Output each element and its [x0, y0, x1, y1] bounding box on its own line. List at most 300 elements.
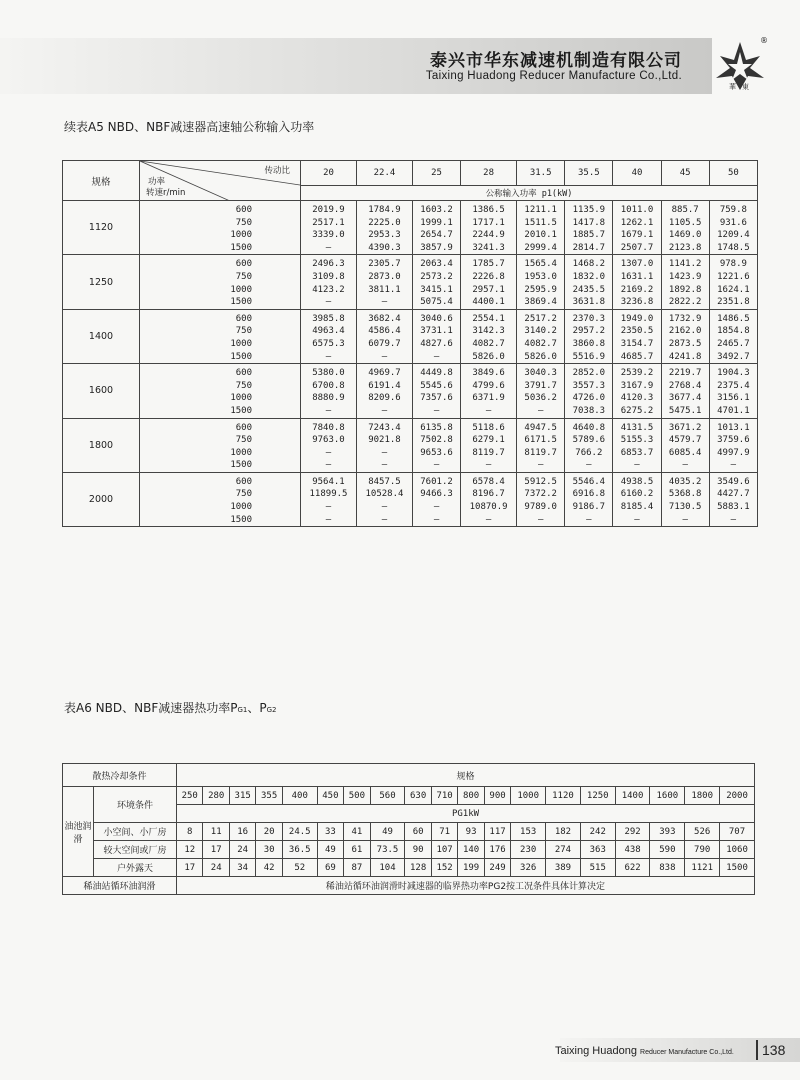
power-cell	[565, 255, 613, 309]
power-value: 9186.7	[572, 502, 606, 513]
power-cell	[613, 418, 661, 472]
power-cell	[412, 472, 460, 526]
oil-bath-label: 油池润滑	[63, 787, 94, 877]
power-value: —	[485, 405, 492, 416]
power-value: 3236.8	[620, 297, 654, 308]
power-value: 2554.1	[472, 313, 505, 324]
power-value: 2169.2	[620, 284, 654, 295]
power-value: 885.7	[671, 205, 699, 215]
power-value: 4938.5	[620, 476, 654, 487]
power-value: 5036.2	[524, 393, 557, 404]
power-value: 4400.1	[472, 297, 505, 308]
power-value: 3241.3	[472, 242, 505, 253]
speed-value: 750	[235, 435, 252, 446]
speed-value: 1500	[230, 514, 252, 525]
heat-power-cell: 1060	[720, 841, 755, 859]
heat-power-cell: 152	[431, 859, 457, 877]
power-value: 7130.5	[668, 502, 702, 513]
power-value: 3109.8	[312, 271, 345, 282]
power-value: 1631.1	[620, 271, 654, 282]
power-value: 6171.5	[524, 435, 557, 446]
heat-power-cell: 1500	[720, 859, 755, 877]
power-value: 1468.2	[572, 259, 606, 270]
power-value: 1679.1	[620, 230, 654, 241]
power-value: 978.9	[719, 259, 747, 270]
heat-power-cell: 182	[546, 823, 581, 841]
table-a6-title-sep: 、P	[247, 701, 267, 715]
power-value: 2496.3	[312, 259, 345, 270]
power-value: 5516.9	[572, 351, 606, 362]
power-value: —	[381, 502, 388, 513]
size-cell: 1800	[63, 418, 140, 472]
ratio-header: 40	[613, 161, 661, 186]
speed-value: 600	[235, 476, 252, 487]
power-value: 4947.5	[524, 422, 557, 433]
env-cell: 户外露天	[94, 859, 177, 877]
power-cell	[301, 418, 357, 472]
speed-cell	[140, 364, 301, 418]
power-value: 6191.4	[368, 380, 401, 391]
cooling-condition-header: 散热冷却条件	[63, 764, 177, 787]
power-value: 3142.3	[472, 326, 505, 337]
heat-power-cell: 526	[685, 823, 720, 841]
heat-power-cell: 90	[405, 841, 431, 859]
table-a6-title-main: 表A6 NBD、NBF减速器热功率P	[64, 701, 238, 715]
size-header: 500	[344, 787, 370, 805]
table-row	[63, 859, 755, 877]
power-value: 4449.8	[420, 368, 453, 379]
power-value: 2350.5	[620, 326, 654, 337]
heat-power-cell: 11	[203, 823, 229, 841]
power-value: 6275.2	[620, 405, 654, 416]
power-value: —	[730, 460, 737, 471]
power-value: 1785.7	[472, 259, 505, 270]
size-header: 1250	[580, 787, 615, 805]
power-value: —	[682, 460, 688, 471]
power-cell	[661, 418, 709, 472]
heat-power-cell: 153	[511, 823, 546, 841]
power-cell	[517, 364, 565, 418]
power-value: 4726.0	[572, 393, 606, 404]
power-value: 4082.7	[472, 338, 505, 349]
speed-cell	[140, 418, 301, 472]
table-row	[63, 255, 758, 309]
power-value: 1211.1	[524, 205, 557, 215]
power-value: —	[433, 514, 440, 525]
power-value: 1469.0	[668, 230, 702, 241]
power-value: 3415.1	[420, 284, 453, 295]
heat-power-cell: 69	[317, 859, 343, 877]
speed-value: 1000	[230, 393, 252, 404]
power-value: 1832.0	[572, 271, 606, 282]
power-cell	[301, 472, 357, 526]
heat-power-cell: 128	[405, 859, 431, 877]
power-value: 1011.0	[620, 205, 654, 215]
power-cell	[613, 309, 661, 363]
power-value: 6853.7	[620, 447, 654, 458]
power-value: —	[634, 460, 640, 471]
speed-cell	[140, 309, 301, 363]
speed-cell	[140, 472, 301, 526]
power-value: 8209.6	[368, 393, 401, 404]
power-value: 3869.4	[524, 297, 557, 308]
power-cell	[661, 309, 709, 363]
size-header: 1600	[650, 787, 685, 805]
heat-power-cell: 107	[431, 841, 457, 859]
power-cell	[517, 472, 565, 526]
env-cell: 较大空间或厂房	[94, 841, 177, 859]
power-value: 2244.9	[472, 230, 505, 241]
power-cell	[412, 201, 460, 255]
heat-power-cell: 71	[431, 823, 457, 841]
ratio-header: 31.5	[517, 161, 565, 186]
size-header: 710	[431, 787, 457, 805]
power-value: 2999.4	[524, 242, 557, 253]
power-value: 5883.1	[717, 502, 750, 513]
power-cell	[356, 364, 412, 418]
power-value: 3731.1	[420, 326, 453, 337]
power-value: 3860.8	[572, 338, 606, 349]
power-value: 11899.5	[309, 489, 348, 500]
power-cell	[412, 309, 460, 363]
power-value: 1209.4	[717, 230, 750, 241]
size-header: 315	[229, 787, 255, 805]
speed-value: 1000	[230, 230, 252, 241]
power-value: 4131.5	[620, 422, 654, 433]
power-value: 6578.4	[472, 476, 505, 487]
power-cell	[709, 418, 757, 472]
power-value: —	[325, 351, 332, 362]
power-value: 10870.9	[469, 502, 508, 513]
heat-power-cell: 87	[344, 859, 370, 877]
speed-value: 1500	[230, 460, 252, 471]
power-value: 1386.5	[472, 205, 505, 215]
heat-power-cell: 838	[650, 859, 685, 877]
heat-power-cell: 61	[344, 841, 370, 859]
heat-power-cell: 389	[546, 859, 581, 877]
power-value: 4082.7	[524, 338, 557, 349]
size-header: 1000	[511, 787, 546, 805]
power-value: 1417.8	[572, 217, 606, 228]
power-value: 5155.3	[620, 435, 654, 446]
power-value: 7502.8	[420, 435, 453, 446]
power-value: —	[381, 514, 388, 525]
power-value: —	[586, 514, 592, 525]
table-a5	[62, 160, 758, 527]
power-value: 8119.7	[472, 447, 505, 458]
speed-value: 1500	[230, 351, 252, 362]
heat-power-cell: 790	[685, 841, 720, 859]
power-value: 9789.0	[524, 502, 557, 513]
heat-power-cell: 24.5	[282, 823, 317, 841]
power-value: 2957.2	[572, 326, 606, 337]
power-cell	[613, 472, 661, 526]
power-cell	[613, 255, 661, 309]
power-value: —	[485, 460, 492, 471]
power-cell	[301, 201, 357, 255]
power-value: 3677.4	[668, 393, 702, 404]
size-cell: 1600	[63, 364, 140, 418]
table-row	[63, 472, 758, 526]
power-value: 2814.7	[572, 242, 606, 253]
power-value: 6575.3	[312, 338, 345, 349]
power-cell	[461, 364, 517, 418]
power-value: 6279.1	[472, 435, 505, 446]
power-value: 2063.4	[420, 259, 453, 270]
power-cell	[709, 364, 757, 418]
heat-power-cell: 1121	[685, 859, 720, 877]
power-value: 6079.7	[368, 338, 401, 349]
table-row	[63, 309, 758, 363]
power-value: 5826.0	[524, 351, 557, 362]
heat-power-cell: 242	[580, 823, 615, 841]
power-value: 5912.5	[524, 476, 557, 487]
power-value: 5075.4	[420, 297, 453, 308]
power-value: —	[381, 447, 388, 458]
heat-power-cell: 230	[511, 841, 546, 859]
heat-power-cell: 49	[317, 841, 343, 859]
power-cell	[461, 309, 517, 363]
heat-power-cell: 17	[203, 841, 229, 859]
power-value: —	[325, 514, 332, 525]
table-row	[63, 364, 758, 418]
power-value: 4579.7	[668, 435, 702, 446]
circulation-note: 稀油站循环油润滑时减速器的临界热功率PG2按工况条件具体计算决定	[177, 877, 755, 895]
power-value: 2768.4	[668, 380, 702, 391]
unit-row-label: 公称输入功率 p1(kW)	[301, 186, 758, 201]
power-value: 2822.2	[668, 297, 702, 308]
heat-power-cell: 49	[370, 823, 405, 841]
diagonal-header-cell	[140, 161, 301, 201]
power-value: 1953.0	[524, 271, 557, 282]
power-value: 2573.2	[420, 271, 453, 282]
speed-value: 1000	[230, 284, 252, 295]
size-header: 560	[370, 787, 405, 805]
heat-power-cell: 73.5	[370, 841, 405, 859]
power-value: 1565.4	[524, 259, 557, 270]
size-cell: 1400	[63, 309, 140, 363]
power-value: 1307.0	[620, 259, 654, 270]
heat-power-cell: 16	[229, 823, 255, 841]
company-name-cn: 泰兴市华东减速机制造有限公司	[430, 51, 682, 71]
power-cell	[517, 309, 565, 363]
power-cell	[709, 201, 757, 255]
power-cell	[517, 201, 565, 255]
power-value: 4035.2	[668, 476, 702, 487]
heat-power-cell: 438	[615, 841, 650, 859]
power-cell	[565, 418, 613, 472]
heat-power-cell: 93	[458, 823, 484, 841]
power-value: 6160.2	[620, 489, 654, 500]
power-value: —	[433, 460, 440, 471]
speed-value: 750	[235, 217, 252, 228]
speed-value: 600	[235, 368, 252, 379]
power-value: 2370.3	[572, 313, 606, 324]
power-value: 3791.7	[524, 380, 557, 391]
env-cell: 小空间、小厂房	[94, 823, 177, 841]
size-header: 450	[317, 787, 343, 805]
speed-value: 1500	[230, 297, 252, 308]
power-value: 2226.8	[472, 271, 505, 282]
size-header: 900	[484, 787, 510, 805]
size-header: 2000	[720, 787, 755, 805]
heat-power-cell: 590	[650, 841, 685, 859]
power-cell	[709, 309, 757, 363]
power-value: 5118.6	[472, 422, 505, 433]
power-value: 7840.8	[312, 422, 345, 433]
power-value: 3985.8	[312, 313, 345, 324]
heat-power-cell: 326	[511, 859, 546, 877]
power-value: 3154.7	[620, 338, 654, 349]
size-header: 630	[405, 787, 431, 805]
size-header: 1400	[615, 787, 650, 805]
heat-power-cell: 363	[580, 841, 615, 859]
power-value: 5380.0	[312, 368, 345, 379]
power-cell	[565, 201, 613, 255]
power-value: 7243.4	[368, 422, 401, 433]
heat-power-cell: 60	[405, 823, 431, 841]
heat-power-cell: 249	[484, 859, 510, 877]
power-cell	[356, 309, 412, 363]
power-cell	[565, 309, 613, 363]
power-value: 4120.3	[620, 393, 654, 404]
speed-value: 600	[235, 313, 252, 324]
speed-value: 750	[235, 271, 252, 282]
power-value: 7372.2	[524, 489, 557, 500]
power-value: 7357.6	[420, 393, 453, 404]
ratio-header: 28	[461, 161, 517, 186]
power-value: 10528.4	[365, 489, 404, 500]
power-cell	[517, 418, 565, 472]
power-value: 1603.2	[420, 205, 453, 215]
power-cell	[356, 472, 412, 526]
power-value: 2654.7	[420, 230, 453, 241]
power-cell	[461, 201, 517, 255]
power-cell	[412, 255, 460, 309]
power-value: —	[634, 514, 640, 525]
power-value: 4685.7	[620, 351, 654, 362]
power-value: —	[325, 502, 332, 513]
footer-company-small: Reducer Manufacture Co.,Ltd.	[640, 1049, 734, 1056]
power-cell	[461, 255, 517, 309]
table-row	[63, 823, 755, 841]
size-header: 800	[458, 787, 484, 805]
ratio-header: 22.4	[356, 161, 412, 186]
power-value: 4390.3	[368, 242, 401, 253]
power-value: 1221.6	[717, 271, 750, 282]
heat-power-cell: 199	[458, 859, 484, 877]
power-value: 1135.9	[572, 205, 606, 215]
power-value: 3492.7	[717, 351, 750, 362]
heat-power-cell: 292	[615, 823, 650, 841]
diag-ratio-label: 传动比	[264, 166, 290, 176]
power-value: —	[381, 460, 388, 471]
heat-power-cell: 24	[229, 841, 255, 859]
diag-speed-label: 转速r/min	[146, 188, 186, 198]
ratio-header: 25	[412, 161, 460, 186]
power-value: 1624.1	[717, 284, 750, 295]
speed-value: 1000	[230, 502, 252, 513]
power-value: 7601.2	[420, 476, 453, 487]
power-value: 3140.2	[524, 326, 557, 337]
power-value: 1784.9	[368, 205, 401, 215]
table-a6-title-sub2: G2	[266, 706, 277, 714]
power-value: 1949.0	[620, 313, 654, 324]
power-cell	[356, 255, 412, 309]
power-value: 766.2	[575, 447, 603, 458]
power-value: 2123.8	[668, 242, 702, 253]
heat-power-cell: 140	[458, 841, 484, 859]
power-value: 9021.8	[368, 435, 401, 446]
spec-header: 规格	[177, 764, 755, 787]
heat-power-cell: 176	[484, 841, 510, 859]
power-value: 1904.3	[717, 368, 750, 379]
power-value: 8196.7	[472, 489, 505, 500]
ratio-header: 20	[301, 161, 357, 186]
speed-value: 1500	[230, 405, 252, 416]
power-value: 3849.6	[472, 368, 505, 379]
heat-power-cell: 393	[650, 823, 685, 841]
size-header: 1120	[546, 787, 581, 805]
table-a6-title	[64, 699, 277, 716]
power-value: 1105.5	[668, 217, 702, 228]
power-value: 1999.1	[420, 217, 453, 228]
power-value: 1511.5	[524, 217, 557, 228]
power-cell	[356, 418, 412, 472]
power-value: 1854.8	[717, 326, 750, 337]
heat-power-cell: 104	[370, 859, 405, 877]
power-value: —	[433, 405, 440, 416]
power-cell	[412, 364, 460, 418]
speed-cell	[140, 255, 301, 309]
power-value: 8119.7	[524, 447, 557, 458]
table-a5-title: 续表A5 NBD、NBF减速器高速轴公称输入功率	[64, 120, 315, 134]
size-cell: 1120	[63, 201, 140, 255]
power-value: 2225.0	[368, 217, 401, 228]
power-cell	[661, 201, 709, 255]
power-value: 2517.2	[524, 313, 557, 324]
power-value: 4969.7	[368, 368, 401, 379]
power-value: —	[586, 460, 592, 471]
table-a6-title-sub1: G1	[237, 706, 248, 714]
power-value: 5475.1	[668, 405, 702, 416]
heat-power-cell: 274	[546, 841, 581, 859]
power-value: 3040.3	[524, 368, 557, 379]
power-value: 3682.4	[368, 313, 401, 324]
power-value: 4997.9	[717, 447, 750, 458]
power-value: 1892.8	[668, 284, 702, 295]
power-value: 2957.1	[472, 284, 505, 295]
power-cell	[709, 472, 757, 526]
power-value: 2873.0	[368, 271, 401, 282]
power-value: 6085.4	[668, 447, 702, 458]
power-value: 1262.1	[620, 217, 654, 228]
power-value: —	[381, 351, 388, 362]
size-header: 1800	[685, 787, 720, 805]
power-value: —	[325, 242, 332, 253]
power-value: 1423.9	[668, 271, 702, 282]
power-value: 3339.0	[312, 230, 345, 241]
speed-value: 600	[235, 259, 252, 270]
power-value: 2517.1	[312, 217, 345, 228]
ratio-header: 35.5	[565, 161, 613, 186]
heat-power-cell: 117	[484, 823, 510, 841]
power-value: —	[381, 297, 388, 308]
heat-power-cell: 12	[177, 841, 203, 859]
heat-power-cell: 8	[177, 823, 203, 841]
power-cell	[613, 201, 661, 255]
heat-power-cell: 30	[256, 841, 282, 859]
